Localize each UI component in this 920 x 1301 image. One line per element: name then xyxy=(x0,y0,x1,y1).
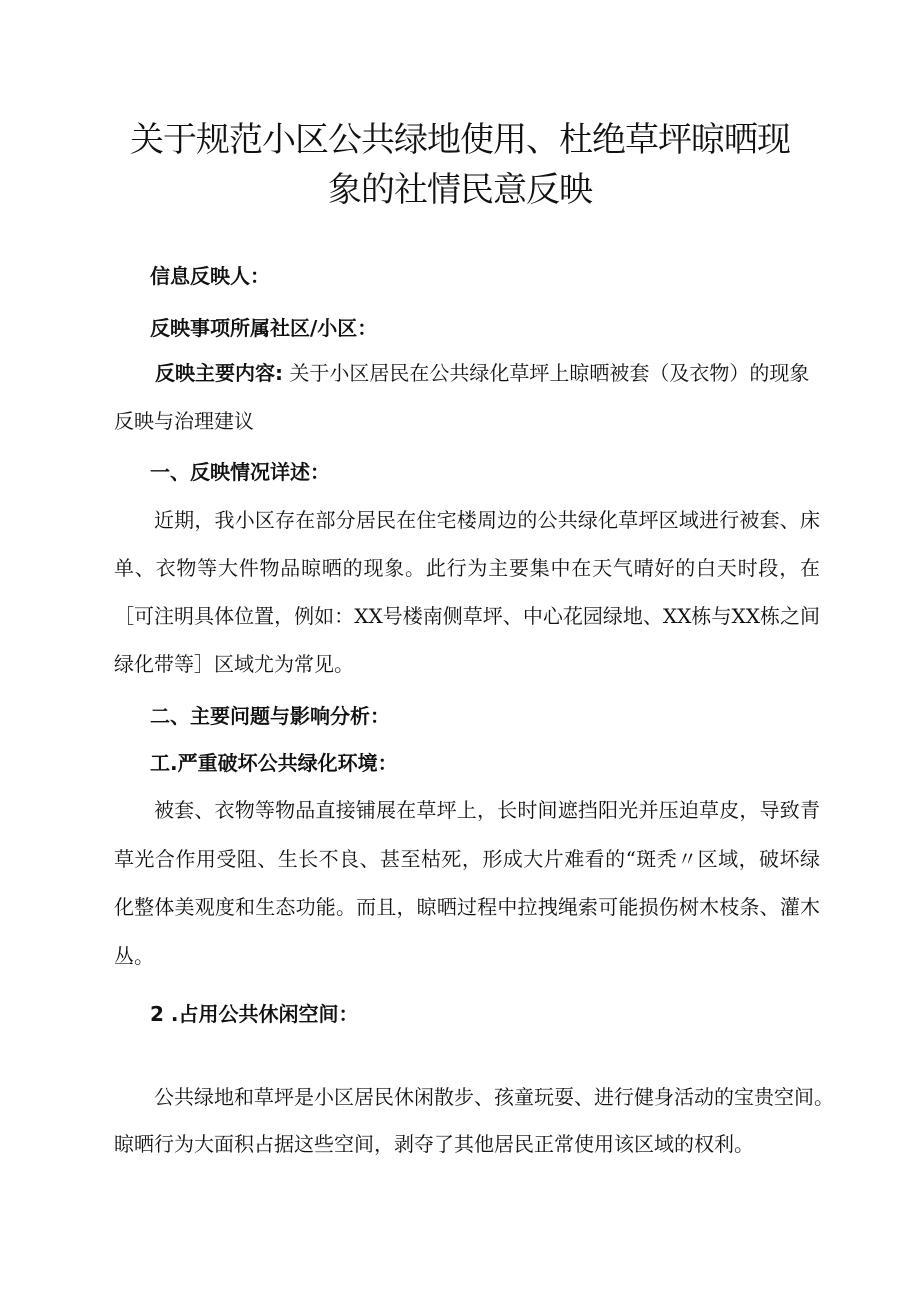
point-2-paragraph-line-2: 晾晒行为大面积占据这些空间，剥夺了其他居民正常使用该区域的权利。 xyxy=(114,1132,754,1156)
point-1-paragraph-line-4: 丛。 xyxy=(114,944,154,968)
section-1-paragraph-line-3: ［可注明具体位置，例如：XX号楼南侧草坪、中心花园绿地、XX栋与XX栋之间 xyxy=(114,604,820,628)
point-1-heading: 工.严重破坏公共绿化环境： xyxy=(150,751,398,775)
document-title-line-1: 关于规范小区公共绿地使用、杜绝草坪晾晒现 xyxy=(130,120,790,160)
point-1-paragraph-line-1: 被套、衣物等物品直接铺展在草坪上，长时间遮挡阳光并压迫草皮，导致青 xyxy=(154,798,820,822)
main-content-label: 反映主要内容: xyxy=(155,361,283,385)
point-1-paragraph-line-2: 草光合作用受阻、生长不良、甚至枯死，形成大片难看的“斑秃〃区域，破坏绿 xyxy=(114,847,820,871)
section-1-paragraph-line-4: 绿化带等］区域尤为常见。 xyxy=(114,652,354,676)
main-content-line-2: 反映与治理建议 xyxy=(114,409,254,433)
point-2-paragraph-line-1: 公共绿地和草坪是小区居民休闲散步、孩童玩耍、进行健身活动的宝贵空间。 xyxy=(154,1085,834,1109)
community-label: 反映事项所属社区/小区： xyxy=(150,316,378,340)
informant-label: 信息反映人： xyxy=(150,264,270,288)
section-1-paragraph-line-2: 单、衣物等大件物品晾晒的现象。此行为主要集中在天气晴好的白天时段，在 xyxy=(114,556,820,580)
main-content-text: 关于小区居民在公共绿化草坪上晾晒被套（及衣物）的现象 xyxy=(289,361,810,385)
section-1-heading: 一、反映情况详述： xyxy=(150,460,330,484)
section-2-heading: 二、主要问题与影响分析： xyxy=(150,704,390,728)
document-title-line-2: 象的社情民意反映 xyxy=(328,170,592,210)
point-2-heading: 2 .占用公共休闲空间： xyxy=(150,1002,359,1026)
point-1-paragraph-line-3: 化整体美观度和生态功能。而且，晾晒过程中拉拽绳索可能损伤树木枝条、灌木 xyxy=(114,895,820,919)
main-content-line-1 xyxy=(155,359,809,387)
section-1-paragraph-line-1: 近期，我小区存在部分居民在住宅楼周边的公共绿化草坪区域进行被套、床 xyxy=(154,508,820,532)
